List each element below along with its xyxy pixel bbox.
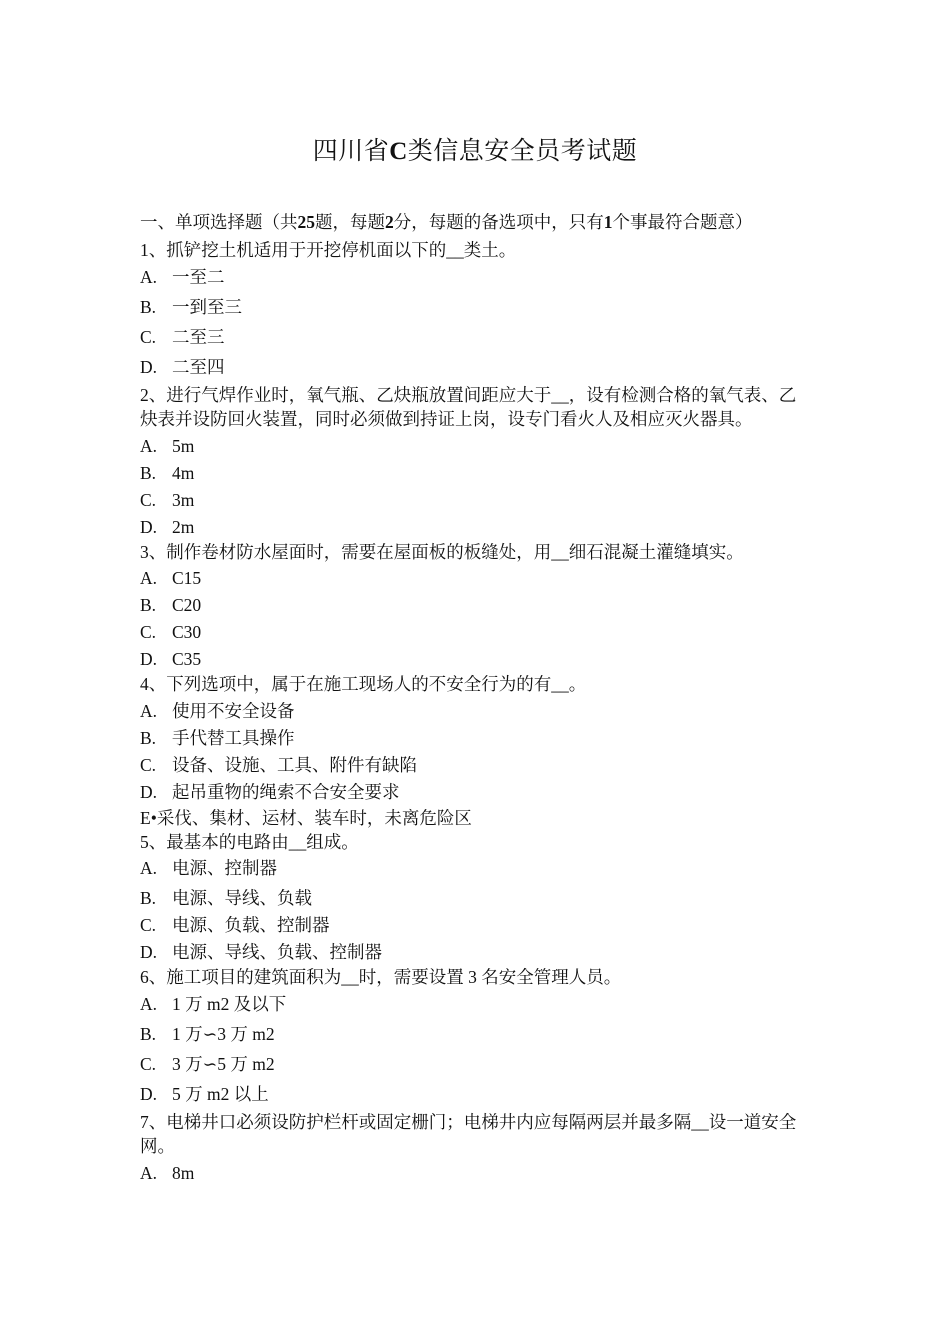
- option-text: 5 万 m2 以上: [172, 1083, 269, 1104]
- option: [140, 265, 808, 293]
- option-text: 设备、设施、工具、附件有缺陷: [172, 754, 417, 775]
- option-text: 4m: [172, 462, 195, 483]
- option-letter: A.: [140, 568, 158, 588]
- option-text: C35: [172, 649, 202, 669]
- option: [140, 355, 808, 383]
- title-suffix: 类信息安全员考试题: [407, 138, 638, 165]
- option: [140, 461, 808, 486]
- option-letter: C.: [140, 754, 157, 775]
- option-letter: D.: [140, 781, 158, 802]
- option: [140, 295, 808, 323]
- option-letter: D.: [140, 1083, 158, 1104]
- option-letter: C.: [140, 1053, 157, 1074]
- option-text: 1 万 m2 及以下: [172, 993, 287, 1014]
- option-text: 一至二: [172, 266, 225, 287]
- option: [140, 1022, 808, 1050]
- option-letter: B.: [140, 1023, 157, 1044]
- option: [140, 940, 808, 965]
- option-text: 二至三: [172, 326, 225, 347]
- option-letter: B.: [140, 727, 157, 748]
- option: [140, 726, 808, 751]
- option: [140, 593, 808, 618]
- option-letter: B.: [140, 296, 157, 317]
- option-letter: C.: [140, 622, 157, 642]
- option-letter: C.: [140, 489, 157, 510]
- option-text: 二至四: [172, 356, 225, 377]
- option-text: 使用不安全设备: [172, 700, 295, 721]
- option-text: 1 万∽3 万 m2: [172, 1023, 275, 1044]
- option-letter: A.: [140, 993, 158, 1014]
- option: [140, 1161, 808, 1186]
- question-text: 2、进行气焊作业时，氧气瓶、乙炔瓶放置间距应大于__，设有检测合格的氧气表、乙炔表并设防回火装置，同时必须做到持证上岗，设专门看火人及相应灭火器具。: [140, 384, 797, 429]
- option-text: C15: [172, 568, 202, 588]
- option-letter: A.: [140, 858, 158, 878]
- option-text: 3m: [172, 489, 195, 510]
- option-letter: B.: [140, 462, 157, 483]
- option-letter: A.: [140, 1162, 158, 1183]
- option-letter: D.: [140, 516, 158, 537]
- option-letter: D.: [140, 942, 158, 962]
- option-extra: E•采伐、集材、运材、装车时，未离危险区: [140, 807, 472, 828]
- option: [140, 1082, 808, 1110]
- title-bold-letter: C: [389, 138, 408, 165]
- option: [140, 992, 808, 1020]
- option: [140, 488, 808, 513]
- question-text: 5、最基本的电路由__组成。: [140, 831, 359, 852]
- option-text: C20: [172, 595, 202, 615]
- option-letter: A.: [140, 435, 158, 456]
- option-text: 3 万∽5 万 m2: [172, 1053, 275, 1074]
- document-title: [0, 134, 950, 170]
- option-text: 电源、控制器: [172, 858, 277, 878]
- option: [140, 325, 808, 353]
- option-text: 8m: [172, 1162, 195, 1183]
- option-text: 电源、负载、控制器: [172, 915, 330, 935]
- correct-count: 1: [603, 212, 613, 232]
- option: [140, 434, 808, 459]
- points-per-question: 2: [385, 212, 394, 232]
- option-text: 一到至三: [172, 296, 242, 317]
- option: [140, 886, 808, 911]
- option-text: 手代替工具操作: [172, 727, 295, 748]
- option-text: 2m: [172, 516, 195, 537]
- option: [140, 699, 808, 724]
- option-letter: A.: [140, 266, 158, 287]
- title-prefix: 四川省: [312, 138, 390, 165]
- option-letter: C.: [140, 915, 157, 935]
- option: [140, 753, 808, 778]
- option-text: C30: [172, 622, 202, 642]
- option: [140, 566, 808, 591]
- question-text: 4、下列选项中，属于在施工现场人的不安全行为的有__。: [140, 674, 587, 694]
- option: [140, 647, 808, 672]
- option-letter: B.: [140, 888, 157, 908]
- option: [140, 780, 808, 805]
- option-text: 5m: [172, 435, 195, 456]
- option: [140, 856, 808, 884]
- question-text: 6、施工项目的建筑面积为__时，需要设置 3 名安全管理人员。: [140, 967, 622, 987]
- option-text: 起吊重物的绳索不合安全要求: [172, 781, 400, 802]
- option: [140, 913, 808, 938]
- question-text: 7、电梯井口必须设防护栏杆或固定栅门；电梯井内应每隔两层并最多隔__设一道安全网。: [140, 1111, 797, 1156]
- option: [140, 1052, 808, 1080]
- option-letter: A.: [140, 700, 158, 721]
- option-letter: D.: [140, 649, 158, 669]
- option-letter: C.: [140, 326, 157, 347]
- option-letter: D.: [140, 356, 158, 377]
- option: [140, 620, 808, 645]
- section-header: 一、单项选择题（共25题，每题2分，每题的备选项中，只有1个事最符合题意）: [140, 212, 753, 232]
- question-text: 1、抓铲挖土机适用于开挖停机面以下的__类土。: [140, 240, 517, 260]
- option-text: 电源、导线、负载: [172, 888, 312, 908]
- option-text: 电源、导线、负载、控制器: [172, 942, 382, 962]
- document-body: [140, 210, 808, 1186]
- question-count: 25: [297, 212, 315, 232]
- option: [140, 515, 808, 540]
- option-letter: B.: [140, 595, 157, 615]
- question-text: 3、制作卷材防水屋面时，需要在屋面板的板缝处，用__细石混凝土灌缝填实。: [140, 541, 744, 562]
